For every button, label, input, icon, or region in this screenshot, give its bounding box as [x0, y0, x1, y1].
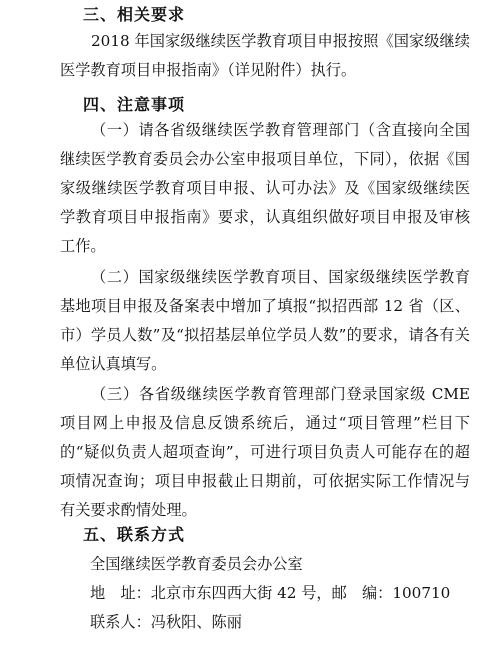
section-4-heading: 四、注意事项: [83, 95, 186, 114]
section-3-paragraph: 2018 年国家级继续医学教育项目申报按照《国家级继续医学教育项目申报指南》（详见附件）执行。: [60, 32, 470, 79]
contact-address: 地 址：北京市东四西大街 42 号，邮 编：100710: [90, 584, 451, 602]
section-4-paragraph-1: （一）请各省级继续医学教育管理部门（含直接向全国继续医学教育委员会办公室申报项目单位，下同），依据《国家级继续医学教育项目申报、认可办法》及《国家级继续医学教育项目申报指南》要求，认真组织做好项目申报及审核工作。: [60, 121, 470, 255]
contact-persons: 联系人：冯秋阳、陈丽: [90, 613, 242, 631]
section-4-paragraph-2: （二）国家级继续医学教育项目、国家级继续医学教育基地项目申报及备案表中增加了填报“拟招西部 12 省（区、市）学员人数”及“拟招基层单位学员人数”的要求，请各有关单位认真填写。: [60, 268, 470, 373]
section-5-heading: 五、联系方式: [83, 525, 186, 544]
section-3-heading: 三、相关要求: [83, 5, 186, 24]
contact-organization: 全国继续医学教育委员会办公室: [90, 555, 303, 573]
section-4-paragraph-3: （三）各省级继续医学教育管理部门登录国家级 CME 项目网上申报及信息反馈系统后，通过“项目管理”栏目下的“疑似负责人超项查询”，可进行项目负责人可能存在的超项情况查询；项目申报截止日期前，可依据实际工作情况与有关要求酌情处理。: [60, 385, 470, 519]
